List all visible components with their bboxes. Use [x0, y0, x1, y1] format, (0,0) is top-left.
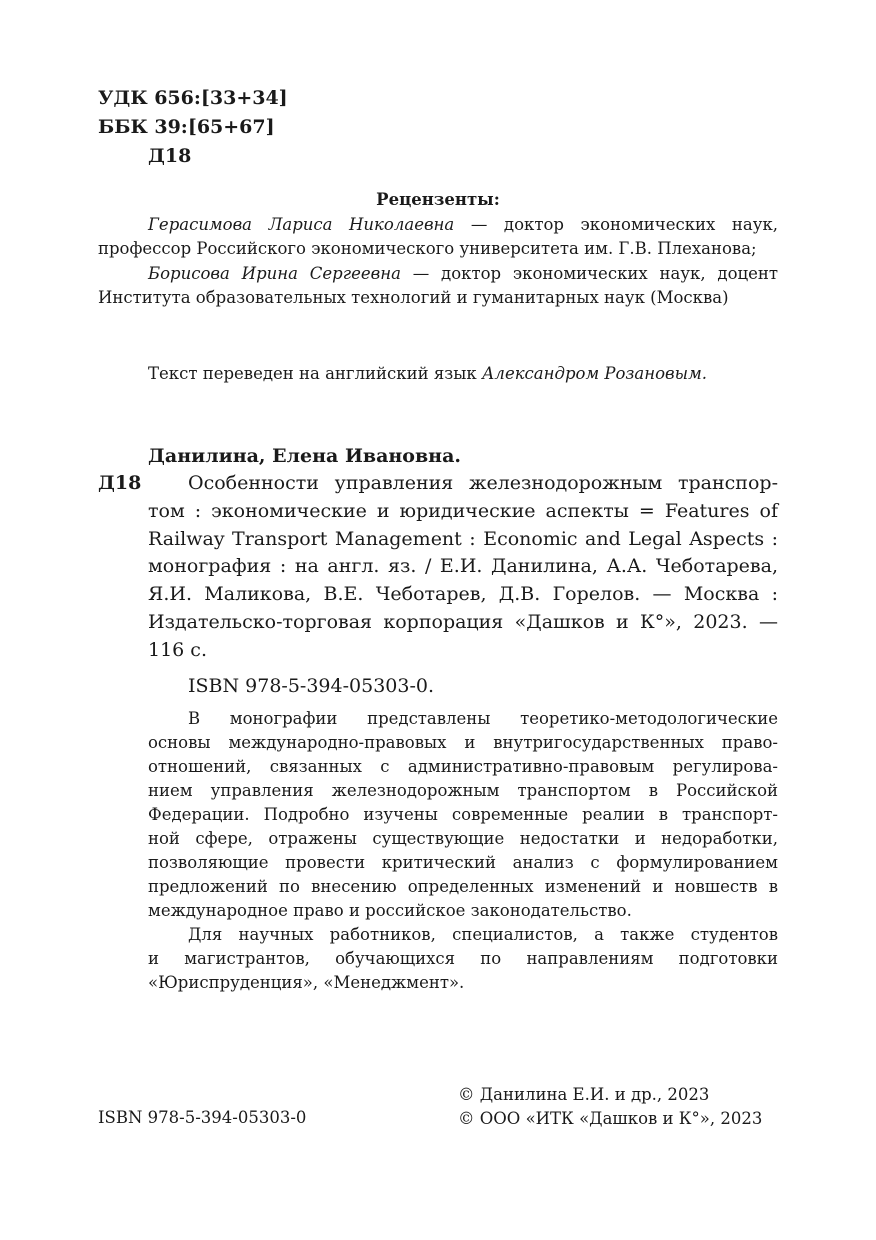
annotation-line: отношений, связанных с административно-правовым регулирова- — [148, 757, 778, 776]
annotation — [148, 707, 778, 995]
annotation-line: и магистрантов, обучающихся по направлениям подготовки — [148, 949, 778, 968]
author-mark: Д18 — [148, 145, 192, 167]
annotation-line: нием управления железнодорожным транспортом в Российской — [148, 781, 778, 800]
annotation-line: международное право и российское законодательство. — [148, 901, 632, 920]
catalog-author: Данилина, Елена Ивановна. — [148, 445, 462, 467]
catalog-entry — [98, 470, 778, 665]
reviewer-2-line-1 — [98, 262, 778, 287]
translation-note — [98, 362, 828, 386]
copyright-block — [458, 1083, 778, 1131]
reviewer-1-line-1 — [98, 213, 778, 238]
catalog-code: Д18 — [98, 472, 142, 494]
copyright-publisher: © ООО «ИТК «Дашков и К°», 2023 — [458, 1109, 763, 1128]
reviewer-2-line-2: Института образовательных технологий и гуманитарных наук (Москва) — [98, 288, 729, 307]
catalog-line: том : экономические и юридические аспекты = Features of — [148, 499, 778, 522]
reviewer-2-name: Борисова Ирина Сергеевна — [148, 263, 401, 283]
footer-isbn: ISBN 978-5-394-05303-0 — [98, 1108, 307, 1127]
copyright-authors: © Данилина Е.И. и др., 2023 — [458, 1085, 710, 1104]
catalog-line: Я.И. Маликова, В.Е. Чеботарев, Д.В. Горелов. — Москва : — [148, 583, 778, 606]
annotation-line: предложений по внесению определенных изменений и новшеств в — [148, 877, 778, 896]
annotation-line: Федерации. Подробно изучены современные реалии в транспорт- — [148, 805, 778, 824]
annotation-line: «Юриспруденция», «Менеджмент». — [148, 973, 465, 992]
catalog-line: Издательско-торговая корпорация «Дашков и К°», 2023. — — [148, 610, 778, 633]
udk-code: УДК 656:[33+34] — [98, 87, 288, 109]
classification-codes — [98, 84, 778, 171]
reviewer-1-name: Герасимова Лариса Николаевна — [148, 214, 455, 234]
annotation-line: ной сфере, отражены существующие недостатки и недоработки, — [148, 829, 778, 848]
translator-name: Александром Розановым. — [481, 364, 708, 383]
catalog-line: монография : на англ. яз. / Е.И. Данилина, А.А. Чеботарева, — [148, 555, 778, 578]
annotation-line: Для научных работников, специалистов, а также студентов — [188, 925, 778, 944]
reviewers-heading: Рецензенты: — [376, 190, 500, 209]
reviewer-1-line-2: профессор Российского экономического университета им. Г.В. Плеханова; — [98, 239, 757, 258]
reviewer-2-title: — доктор экономических наук, доцент — [400, 263, 779, 283]
catalog-description — [148, 470, 778, 665]
catalog-line: 116 с. — [148, 638, 207, 661]
reviewers-section — [98, 188, 778, 311]
reviewer-1-title: — доктор экономических наук, — [454, 214, 778, 234]
annotation-line: В монографии представлены теоретико-методологические — [188, 709, 778, 728]
annotation-line: позволяющие провести критический анализ с формулированием — [148, 853, 778, 872]
translation-prefix: Текст переведен на английский язык — [148, 364, 482, 383]
catalog-isbn: ISBN 978-5-394-05303-0. — [188, 675, 435, 697]
catalog-line: Railway Transport Management : Economic and Legal Aspects : — [148, 527, 778, 550]
bbk-code: ББК 39:[65+67] — [98, 116, 275, 138]
catalog-line: Особенности управления железнодорожным транспор- — [188, 472, 778, 494]
annotation-line: основы международно-правовых и внутригосударственных право- — [148, 733, 778, 752]
